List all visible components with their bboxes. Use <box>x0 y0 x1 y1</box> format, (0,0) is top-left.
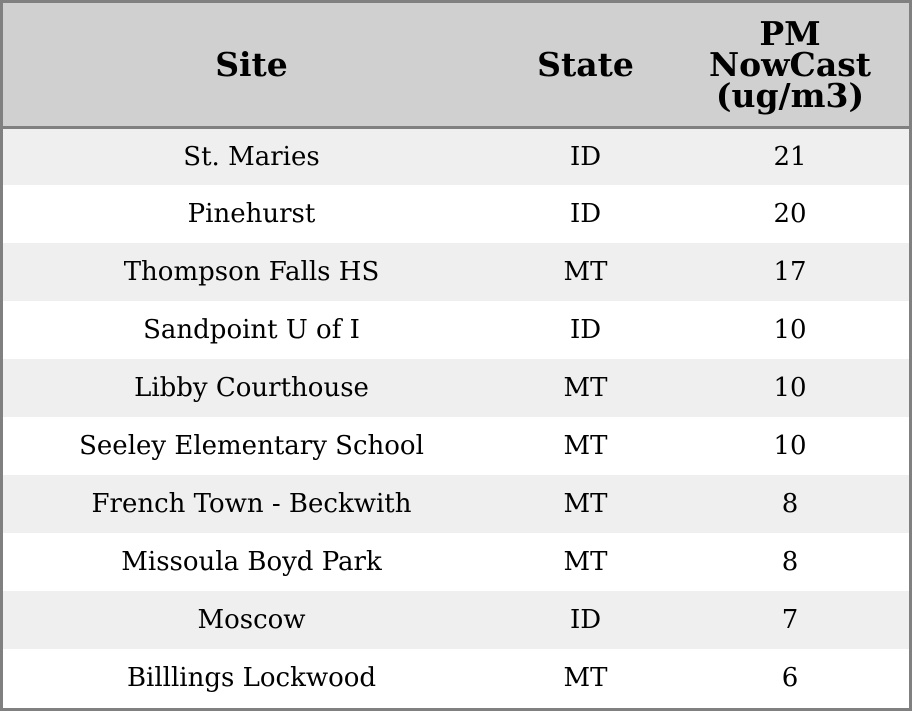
site-cell: Billlings Lockwood <box>126 663 377 693</box>
state-cell: MT <box>563 257 608 287</box>
pm-nowcast-cell: 10 <box>773 373 807 403</box>
table-row <box>3 533 909 591</box>
pm-nowcast-table <box>3 3 909 707</box>
state-cell: MT <box>563 663 608 693</box>
site-cell: Libby Courthouse <box>134 373 369 403</box>
table-row <box>3 649 909 707</box>
table-row <box>3 359 909 417</box>
state-cell: MT <box>563 431 608 461</box>
state-cell: ID <box>569 315 602 345</box>
pm-nowcast-cell: 8 <box>781 489 799 519</box>
pm-nowcast-cell: 7 <box>781 605 799 635</box>
pm-nowcast-cell: 8 <box>781 547 799 577</box>
column-header-pm-line-1: PM <box>759 13 821 53</box>
pm-nowcast-cell: 21 <box>773 141 807 172</box>
column-header-pm-line-3: (ug/m3) <box>715 75 865 115</box>
pm-nowcast-cell: 10 <box>773 315 807 345</box>
column-header-state: State <box>500 3 671 127</box>
site-cell: Moscow <box>197 605 306 635</box>
site-cell: French Town - Beckwith <box>91 489 412 519</box>
header-row <box>3 3 909 127</box>
state-cell: ID <box>569 605 602 635</box>
state-cell: MT <box>563 489 608 519</box>
pm-nowcast-cell: 10 <box>773 431 807 461</box>
table-row <box>3 301 909 359</box>
site-cell: Pinehurst <box>187 199 316 229</box>
state-cell: MT <box>563 547 608 577</box>
site-cell: Sandpoint U of I <box>143 315 360 345</box>
column-header-pm-line-2: NowCast <box>708 44 872 84</box>
table-row <box>3 417 909 475</box>
pm-nowcast-cell: 6 <box>781 663 799 693</box>
state-cell: ID <box>569 141 602 172</box>
pm-nowcast-cell: 17 <box>773 257 807 287</box>
state-cell: ID <box>569 199 602 229</box>
site-cell: Thompson Falls HS <box>123 257 380 287</box>
column-header-site: Site <box>3 3 500 127</box>
table-row <box>3 185 909 243</box>
site-cell: Missoula Boyd Park <box>121 547 382 577</box>
table-row <box>3 591 909 649</box>
table-body <box>3 127 909 707</box>
state-cell: MT <box>563 373 608 403</box>
table-row <box>3 127 909 185</box>
pm-nowcast-cell: 20 <box>773 199 807 229</box>
column-header-pm-nowcast <box>671 3 909 127</box>
site-cell: St. Maries <box>183 141 320 172</box>
table-row <box>3 475 909 533</box>
site-cell: Seeley Elementary School <box>79 431 424 461</box>
table-row <box>3 243 909 301</box>
